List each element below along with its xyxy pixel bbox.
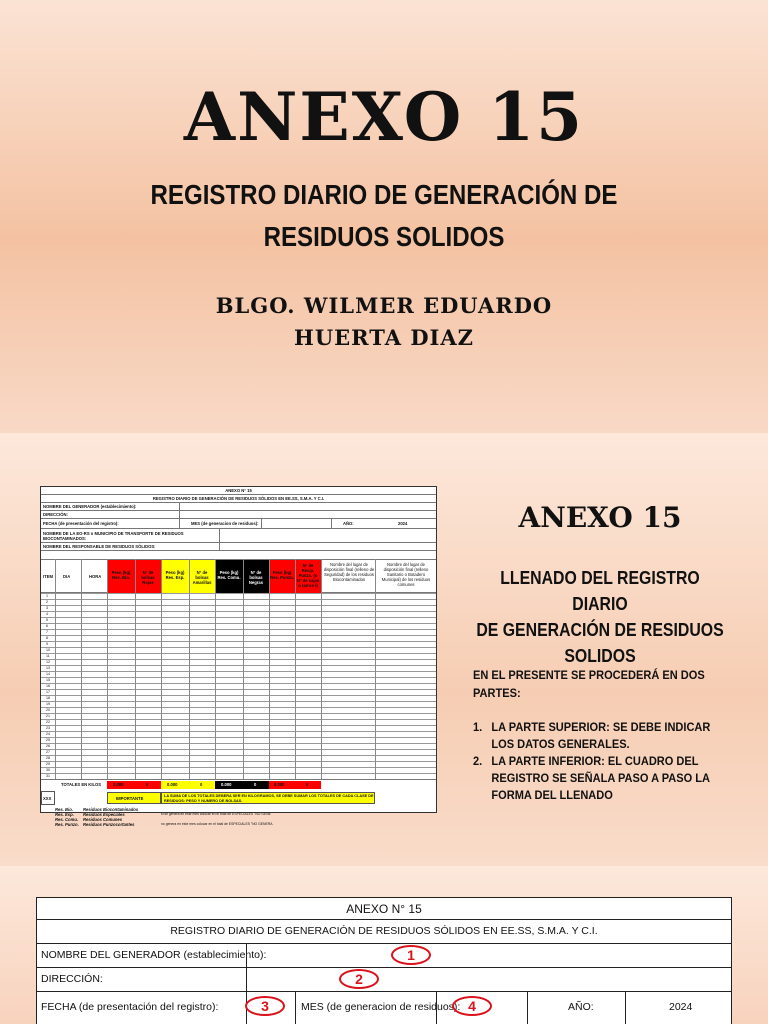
slide-subtitle — [126, 174, 642, 258]
column-divider — [135, 559, 136, 779]
legend-desc: Residuos Especiales — [83, 812, 125, 817]
row-number: 13 — [46, 665, 50, 670]
col-bolsas-amarillas: N° de bolsas Amarillas — [189, 560, 215, 594]
form-subtitle: REGISTRO DIARIO DE GENERACIÓN DE RESIDUOS SÓLIDOS EN EE.SS, S.M.A. Y C.I. — [170, 925, 598, 937]
step-marker-3: 3 — [245, 996, 285, 1016]
list-item — [473, 719, 731, 753]
column-divider — [243, 559, 244, 779]
fecha-label: FECHA (de presentación del registro): — [41, 1001, 219, 1013]
responsable-label: NOMBRE DEL RESPONSABLE DE RESIDUOS SÓLIDOS: — [43, 544, 156, 549]
row-number: 19 — [46, 701, 50, 706]
direccion-label: DIRECCIÓN: — [43, 512, 68, 517]
row-number: 5 — [46, 617, 48, 622]
column-divider — [375, 559, 376, 779]
row-number: 11 — [46, 653, 50, 658]
row-number: 3 — [46, 605, 48, 610]
column-divider — [321, 559, 322, 779]
fecha-row — [41, 519, 436, 529]
row-number: 12 — [46, 659, 50, 664]
column-divider — [55, 559, 56, 779]
form-title: ANEXO N° 15 — [225, 488, 252, 493]
col-peso-bio: Peso (kg) Res. Bio. — [107, 560, 135, 594]
step-marker-4: 4 — [452, 996, 492, 1016]
instructions-slide — [0, 433, 768, 866]
row-number: 29 — [46, 761, 50, 766]
author — [0, 290, 768, 354]
mes-label: MES (de generacion de residuos): — [301, 1001, 461, 1013]
row-number: 6 — [46, 623, 48, 628]
legend-desc: Residuos Punzocortantes — [83, 822, 135, 827]
intro-text: EN EL PRESENTE SE PROCEDERÁ EN DOS PARTES: — [473, 668, 705, 700]
author-line: BLGO. WILMER EDUARDO — [215, 293, 553, 318]
direccion-row — [41, 511, 436, 519]
total-esp: 0.000 — [167, 782, 178, 787]
column-divider — [161, 559, 162, 779]
legend-abbr: Res. Esp. — [55, 812, 74, 817]
list-number: 1. — [473, 720, 483, 734]
total-amarillas: 0 — [200, 782, 203, 787]
form-thumbnail — [40, 486, 437, 827]
transporte-label: NOMBRE DE LA EO-RS o MUNICIPIO DE TRANSPORTE DE RESIDUOS BIOCONTAMINADOS: — [43, 531, 184, 541]
column-divider — [81, 559, 82, 779]
slide-subtitle — [472, 565, 727, 669]
anio-value: 2024 — [398, 521, 408, 526]
form-subtitle: REGISTRO DIARIO DE GENERACIÓN DE RESIDUOS SÓLIDOS EN EE.SS, S.M.A. Y C.I. — [152, 496, 325, 501]
form-subtitle-row — [41, 495, 436, 503]
direccion-row — [37, 968, 731, 992]
importante-label: IMPORTANTE — [116, 796, 144, 801]
col-lugar-com: Nombre del lugar de disposición final (relleno Sanitario o Botadero Municipal) de los residuos comunes — [381, 562, 431, 587]
totals-row — [41, 779, 436, 789]
xxx-label: XXX — [43, 796, 52, 801]
generador-row — [41, 503, 436, 511]
col-dia: DIA — [63, 574, 71, 579]
col-lugar-bio: Nombre del lugar de disposición final (relleno de Seguridad) de los residuos Biocontaminados — [323, 562, 375, 582]
subtitle-line: RESIDUOS SOLIDOS — [263, 221, 505, 252]
legend-desc: Residuos Biocontaminados — [83, 807, 139, 812]
form-title-row — [37, 898, 731, 920]
row-number: 25 — [46, 737, 50, 742]
fecha-label: FECHA (de presentación del registro): — [43, 521, 119, 526]
row-number: 15 — [46, 677, 50, 682]
row-number: 24 — [46, 731, 50, 736]
row-number: 14 — [46, 671, 50, 676]
step-marker-1: 1 — [391, 945, 431, 965]
form-title-row — [41, 487, 436, 495]
col-item: ITEM — [43, 574, 54, 579]
direccion-label: DIRECCIÓN: — [41, 973, 103, 985]
generador-row — [37, 944, 731, 968]
form-header-zoom — [36, 897, 732, 1024]
slide-title: ANEXO 15 — [183, 78, 585, 156]
column-divider — [189, 559, 190, 779]
list-text: LA PARTE SUPERIOR: SE DEBE INDICAR LOS DATOS GENERALES. — [491, 720, 711, 751]
column-divider — [295, 559, 296, 779]
list-item — [473, 753, 731, 804]
legend-note: si se genera en este mes colocar en el total de ESPECIALES "NO GENE — [161, 812, 271, 816]
column-divider — [215, 559, 216, 779]
importante-label-box — [107, 792, 161, 804]
step-marker-2: 2 — [339, 969, 379, 989]
anio-value: 2024 — [669, 1001, 693, 1013]
row-number: 23 — [46, 725, 50, 730]
importante-text-box — [161, 792, 375, 804]
col-hora: HORA — [89, 574, 102, 579]
total-punz: 0.000 — [274, 782, 285, 787]
anio-label: AÑO: — [568, 1001, 594, 1013]
row-number: 26 — [46, 743, 50, 748]
row-number: 8 — [46, 635, 48, 640]
row-number: 28 — [46, 755, 50, 760]
generador-label: NOMBRE DEL GENERADOR (establecimiento): — [43, 504, 137, 509]
total-bio: 0.000 — [113, 782, 124, 787]
row-number: 20 — [46, 707, 50, 712]
form-subtitle-row — [37, 920, 731, 944]
col-peso-esp: Peso (kg) Res. Esp. — [161, 560, 189, 594]
total-negras: 0 — [254, 782, 257, 787]
form-title: ANEXO N° 15 — [346, 902, 422, 916]
legend-abbr: Res. Comu. — [55, 817, 79, 822]
row-number: 27 — [46, 749, 50, 754]
xxx-cell — [41, 791, 55, 805]
row-number: 17 — [46, 689, 50, 694]
row-number: 1 — [46, 593, 48, 598]
generador-label: NOMBRE DEL GENERADOR (establecimiento): — [41, 949, 267, 961]
author-line: HUERTA DIAZ — [294, 325, 474, 350]
subtitle-line: REGISTRO DIARIO DE GENERACIÓN DE — [150, 179, 618, 210]
total-recip: 0 — [306, 782, 309, 787]
title-slide — [0, 0, 768, 433]
subtitle-line: SOLIDOS — [564, 646, 636, 666]
row-number: 7 — [46, 629, 48, 634]
total-com: 0.000 — [221, 782, 232, 787]
list-number: 2. — [473, 754, 483, 768]
column-divider — [107, 559, 108, 779]
form-detail-slide — [0, 866, 768, 1024]
list-text: LA PARTE INFERIOR: EL CUADRO DEL REGISTRO SE SEÑALA PASO A PASO LA FORMA DEL LLENADO — [491, 754, 710, 802]
row-number: 18 — [46, 695, 50, 700]
row-number: 9 — [46, 641, 48, 646]
col-recipientes: N° de Recip. Punzo. (o N° de cajas o tarros-l) — [295, 560, 321, 594]
legend-abbr: Res. Bio. — [55, 807, 73, 812]
row-number: 2 — [46, 599, 48, 604]
total-rojas: 0 — [146, 782, 149, 787]
col-peso-punz: Peso (kg) Res. Punzo. — [269, 560, 295, 594]
steps-list — [473, 719, 731, 804]
row-number: 30 — [46, 767, 50, 772]
legend-desc: Residuos Comunes — [83, 817, 123, 822]
mes-label: MES (de generacion de residuos): — [191, 521, 259, 526]
col-bolsas-rojas: N° de bolsas Rojas — [135, 560, 161, 594]
legend-note: no genera en este mes colocar en el total de ESPECIALES "NO GENERA — [161, 822, 273, 826]
column-divider — [269, 559, 270, 779]
col-peso-com: Peso (kg) Res. Comu. — [215, 560, 243, 594]
col-bolsas-negras: N° de bolsas Negras — [243, 560, 269, 594]
legend-abbr: Res. Punzo. — [55, 822, 79, 827]
row-number: 4 — [46, 611, 48, 616]
importante-text: LA SUMA DE LOS TOTALES DEBERA SER EN KILOGRAMOS, SE DEBE SUMAR LOS TOTALES DE CADA CLASE DE RESIDUOS: PESO Y NUMERO DE BOLSAS. — [164, 794, 374, 803]
totals-label: TOTALES EN KILOS — [61, 782, 102, 787]
row-number: 22 — [46, 719, 50, 724]
row-number: 21 — [46, 713, 50, 718]
subtitle-line: LLENADO DEL REGISTRO DIARIO — [500, 568, 700, 614]
row-number: 16 — [46, 683, 50, 688]
fecha-row — [37, 992, 731, 1024]
transporte-row — [41, 529, 436, 543]
responsable-row — [41, 543, 436, 551]
row-number: 10 — [46, 647, 50, 652]
row-number: 31 — [46, 773, 50, 778]
subtitle-line: DE GENERACIÓN DE RESIDUOS — [476, 620, 724, 640]
slide-title: ANEXO 15 — [518, 501, 682, 534]
anio-label: AÑO: — [343, 521, 354, 526]
